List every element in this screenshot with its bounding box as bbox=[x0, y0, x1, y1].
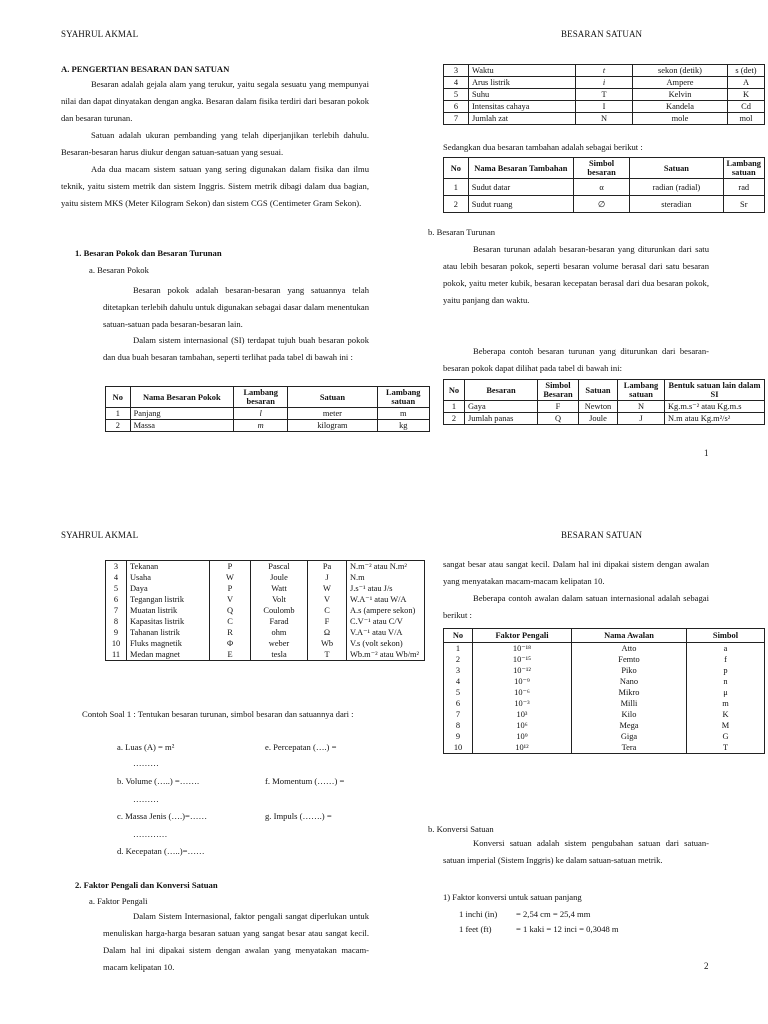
cell: 10⁻³ bbox=[473, 698, 572, 709]
cell: M bbox=[687, 720, 765, 731]
cell: Joule bbox=[251, 572, 308, 583]
cell: Femto bbox=[572, 654, 687, 665]
col-faktor: Faktor Pengali bbox=[473, 629, 572, 643]
cell: Mega bbox=[572, 720, 687, 731]
cell: α bbox=[573, 179, 629, 196]
cell: 7 bbox=[444, 709, 473, 720]
cell: m bbox=[687, 698, 765, 709]
cell: Tegangan listrik bbox=[127, 594, 210, 605]
cell: P bbox=[210, 583, 251, 594]
cell: K bbox=[687, 709, 765, 720]
cell: V.A⁻¹ atau V/A bbox=[347, 627, 425, 638]
cell: R bbox=[210, 627, 251, 638]
col-lambang-besaran: Lambang besaran bbox=[234, 387, 288, 408]
table-row bbox=[444, 179, 765, 196]
cell: P bbox=[210, 561, 251, 573]
cell: a bbox=[687, 643, 765, 655]
cell: A bbox=[728, 77, 765, 89]
table-header-row bbox=[444, 158, 765, 179]
cell: mol bbox=[728, 113, 765, 125]
cell: ohm bbox=[251, 627, 308, 638]
cell: Muatan listrik bbox=[127, 605, 210, 616]
tambahan-intro: Sedangkan dua besaran tambahan adalah sebagai berikut : bbox=[443, 142, 643, 152]
cell: 7 bbox=[444, 113, 469, 125]
table-row bbox=[106, 583, 425, 594]
cell: Panjang bbox=[130, 408, 233, 420]
paragraph-besaran: Besaran adalah gejala alam yang terukur, yaitu segala sesuatu yang mempunyai nilai dan dapat dinyatakan dengan angka. Besaran dalam fisika terdiri dari besaran pokok dan besaran turunan. bbox=[61, 79, 369, 123]
cell: Pa bbox=[308, 561, 347, 573]
contoh-a: a. Luas (A) = m² bbox=[117, 742, 175, 752]
cell: F bbox=[538, 401, 579, 413]
cell: rad bbox=[723, 179, 764, 196]
cell: K bbox=[728, 89, 765, 101]
col-simbol: Simbol bbox=[687, 629, 765, 643]
cell: mole bbox=[633, 113, 728, 125]
contoh-a-cont: ……… bbox=[133, 758, 159, 768]
cell: 10⁹ bbox=[473, 731, 572, 742]
cell: Intensitas cahaya bbox=[469, 101, 576, 113]
cell: Jumlah panas bbox=[465, 413, 538, 425]
cell: 10³ bbox=[473, 709, 572, 720]
cell: 1 bbox=[444, 401, 465, 413]
paragraph-faktor-pengali: Dalam Sistem Internasional, faktor pengali sangat diperlukan untuk menuliskan harga-harga besaran satuan yang sangat besar atau sangat kecil. Dalam hal ini dipakai sistem dengan awalan yang menyatakan macam-macam kelipatan 10. bbox=[103, 911, 369, 972]
cell: Kilo bbox=[572, 709, 687, 720]
contoh-g: g. Impuls (…….) = bbox=[265, 811, 332, 821]
cell: m bbox=[377, 408, 429, 420]
col-nama: Nama Besaran Tambahan bbox=[468, 158, 573, 179]
cell: 10 bbox=[106, 638, 127, 649]
col-simbol: Simbol Besaran bbox=[538, 380, 579, 401]
cell: Tekanan bbox=[127, 561, 210, 573]
konversi-inch-value: = 2,54 cm = 25,4 mm bbox=[516, 909, 591, 919]
cell: Atto bbox=[572, 643, 687, 655]
cell: 9 bbox=[444, 731, 473, 742]
table-row bbox=[106, 638, 425, 649]
subsection-2b-title: b. Konversi Satuan bbox=[428, 824, 494, 834]
col-nama: Nama Besaran Pokok bbox=[130, 387, 233, 408]
cell: 5 bbox=[444, 89, 469, 101]
cell: 3 bbox=[444, 665, 473, 676]
cell: steradian bbox=[630, 196, 723, 213]
col-lambang: Lambang satuan bbox=[618, 380, 665, 401]
cell: n bbox=[687, 676, 765, 687]
cell: Usaha bbox=[127, 572, 210, 583]
contoh-b: b. Volume (…..) =……. bbox=[117, 776, 200, 786]
table-row bbox=[444, 89, 765, 101]
cell: t bbox=[576, 65, 633, 77]
col-satuan: Satuan bbox=[288, 387, 377, 408]
cell: 8 bbox=[444, 720, 473, 731]
cell: T bbox=[576, 89, 633, 101]
cell: C bbox=[308, 605, 347, 616]
cell: 5 bbox=[106, 583, 127, 594]
contoh-c-cont: ………… bbox=[133, 829, 168, 839]
col-no: No bbox=[444, 158, 469, 179]
cell: C.V⁻¹ atau C/V bbox=[347, 616, 425, 627]
table-row bbox=[444, 742, 765, 754]
page-number: 2 bbox=[704, 961, 709, 971]
cell: C bbox=[210, 616, 251, 627]
cell: tesla bbox=[251, 649, 308, 661]
paragraph-contoh-turunan: Beberapa contoh besaran turunan yang diturunkan dari besaran-besaran pokok dapat dilihat pada tabel di bawah ini: bbox=[443, 346, 709, 373]
table-row bbox=[444, 665, 765, 676]
cell: Φ bbox=[210, 638, 251, 649]
cell: Medan magnet bbox=[127, 649, 210, 661]
cell: ∅ bbox=[573, 196, 629, 213]
cell: weber bbox=[251, 638, 308, 649]
contoh-f: f. Momentum (……) = bbox=[265, 776, 345, 786]
cell: Arus listrik bbox=[469, 77, 576, 89]
subsection-2-title: 2. Faktor Pengali dan Konversi Satuan bbox=[75, 880, 218, 890]
cell: 5 bbox=[444, 687, 473, 698]
table-row bbox=[444, 643, 765, 655]
cell: 10¹² bbox=[473, 742, 572, 754]
cell: N bbox=[618, 401, 665, 413]
cell: μ bbox=[687, 687, 765, 698]
cell: i bbox=[576, 77, 633, 89]
cell: kilogram bbox=[288, 420, 377, 432]
table-row bbox=[444, 720, 765, 731]
cell: 2 bbox=[444, 413, 465, 425]
table-row bbox=[444, 731, 765, 742]
konversi-feet-value: = 1 kaki = 12 inci = 0,3048 m bbox=[516, 924, 619, 934]
table-row bbox=[106, 594, 425, 605]
cell: Ω bbox=[308, 627, 347, 638]
table-row bbox=[106, 627, 425, 638]
table-row bbox=[106, 649, 425, 661]
cell: 11 bbox=[106, 649, 127, 661]
col-no: No bbox=[444, 629, 473, 643]
table-besaran-pokok-part1 bbox=[105, 386, 430, 432]
cell: I bbox=[576, 101, 633, 113]
col-no: No bbox=[106, 387, 131, 408]
cell: Q bbox=[210, 605, 251, 616]
table-row bbox=[444, 401, 765, 413]
table-row bbox=[444, 65, 765, 77]
cell: Massa bbox=[130, 420, 233, 432]
page-number: 1 bbox=[704, 448, 709, 458]
cell: J bbox=[618, 413, 665, 425]
cell: A.s (ampere sekon) bbox=[347, 605, 425, 616]
cell: f bbox=[687, 654, 765, 665]
cell: V bbox=[210, 594, 251, 605]
cell: Giga bbox=[572, 731, 687, 742]
table-row bbox=[444, 687, 765, 698]
cell: J.s⁻¹ atau J/s bbox=[347, 583, 425, 594]
col-besaran: Besaran bbox=[465, 380, 538, 401]
cell: 10 bbox=[444, 742, 473, 754]
table-row bbox=[444, 77, 765, 89]
col-nama-awalan: Nama Awalan bbox=[572, 629, 687, 643]
header-topic: BESARAN SATUAN bbox=[561, 29, 643, 39]
table-besaran-turunan-part1 bbox=[443, 379, 765, 425]
cell: Fluks magnetik bbox=[127, 638, 210, 649]
cell: 2 bbox=[444, 196, 469, 213]
cell: 10⁻⁹ bbox=[473, 676, 572, 687]
header-author: SYAHRUL AKMAL bbox=[61, 29, 139, 39]
cell: J bbox=[308, 572, 347, 583]
paragraph-contoh-awalan: Beberapa contoh awalan dalam satuan internasional adalah sebagai berikut : bbox=[443, 593, 709, 620]
cell: Coulomb bbox=[251, 605, 308, 616]
cell: radian (radial) bbox=[630, 179, 723, 196]
cell: sekon (detik) bbox=[633, 65, 728, 77]
col-bentuk-lain: Bentuk satuan lain dalam SI bbox=[665, 380, 765, 401]
table-header-row bbox=[444, 380, 765, 401]
cell: 10⁻¹⁸ bbox=[473, 643, 572, 655]
cell: Milli bbox=[572, 698, 687, 709]
cell: Jumlah zat bbox=[469, 113, 576, 125]
cell: Kg.m.s⁻² atau Kg.m.s bbox=[665, 401, 765, 413]
table-row bbox=[444, 196, 765, 213]
table-row bbox=[444, 698, 765, 709]
cell: 6 bbox=[444, 698, 473, 709]
cell: 4 bbox=[444, 676, 473, 687]
cell: Gaya bbox=[465, 401, 538, 413]
table-awalan bbox=[443, 628, 765, 754]
table-row bbox=[444, 413, 765, 425]
cell: Newton bbox=[579, 401, 618, 413]
header-topic: BESARAN SATUAN bbox=[561, 530, 643, 540]
cell: 6 bbox=[444, 101, 469, 113]
table-row bbox=[106, 605, 425, 616]
table-row bbox=[444, 101, 765, 113]
table-row bbox=[444, 709, 765, 720]
contoh-soal-intro: Contoh Soal 1 : Tentukan besaran turunan, simbol besaran dan satuannya dari : bbox=[82, 709, 354, 719]
cell: T bbox=[687, 742, 765, 754]
cell: m bbox=[234, 420, 288, 432]
section-a-title: A. PENGERTIAN BESARAN DAN SATUAN bbox=[61, 64, 230, 74]
cell: W bbox=[210, 572, 251, 583]
col-no: No bbox=[444, 380, 465, 401]
subsection-2a-title: a. Faktor Pengali bbox=[89, 896, 148, 906]
cell: 3 bbox=[106, 561, 127, 573]
table-row bbox=[106, 561, 425, 573]
paragraph-besaran-pokok: Besaran pokok adalah besaran-besaran yang satuannya telah ditetapkan terlebih dahulu untuk digunakan sebagai dasar dalam menentukan satuan-satuan pada besaran-besaran lain. bbox=[103, 285, 369, 329]
cell: Watt bbox=[251, 583, 308, 594]
table-besaran-turunan-part2 bbox=[105, 560, 425, 661]
cell: Nano bbox=[572, 676, 687, 687]
col-lambang-satuan: Lambang satuan bbox=[377, 387, 429, 408]
table-row bbox=[106, 420, 430, 432]
subsection-1a-title: a. Besaran Pokok bbox=[89, 265, 149, 275]
cell: 2 bbox=[106, 420, 131, 432]
cell: Q bbox=[538, 413, 579, 425]
subsection-1b-title: b. Besaran Turunan bbox=[428, 227, 496, 237]
cell: Joule bbox=[579, 413, 618, 425]
header-author: SYAHRUL AKMAL bbox=[61, 530, 139, 540]
cell: Kandela bbox=[633, 101, 728, 113]
cell: W bbox=[308, 583, 347, 594]
contoh-c: c. Massa Jenis (….)=…… bbox=[117, 811, 208, 821]
cell: Tera bbox=[572, 742, 687, 754]
cell: Kapasitas listrik bbox=[127, 616, 210, 627]
cell: Sudut ruang bbox=[468, 196, 573, 213]
konversi-feet-label: 1 feet (ft) bbox=[459, 924, 492, 934]
cell: 8 bbox=[106, 616, 127, 627]
cell: Sr bbox=[723, 196, 764, 213]
cell: N bbox=[576, 113, 633, 125]
paragraph-satuan: Satuan adalah ukuran pembanding yang telah diperjanjikan terlebih dahulu. Besaran-besaran harus diukur dengan satuan-satuan yang sesuai. bbox=[61, 130, 369, 157]
cell: 2 bbox=[444, 654, 473, 665]
cell: G bbox=[687, 731, 765, 742]
cell: 1 bbox=[106, 408, 131, 420]
cell: Suhu bbox=[469, 89, 576, 101]
cell: meter bbox=[288, 408, 377, 420]
cell: T bbox=[308, 649, 347, 661]
cell: V.s (volt sekon) bbox=[347, 638, 425, 649]
cell: N.m atau Kg.m²/s² bbox=[665, 413, 765, 425]
cell: s (det) bbox=[728, 65, 765, 77]
cell: 4 bbox=[444, 77, 469, 89]
table-row bbox=[106, 408, 430, 420]
col-simbol: Simbol besaran bbox=[573, 158, 629, 179]
cell: 10⁻¹² bbox=[473, 665, 572, 676]
konversi-panjang-title: 1) Faktor konversi untuk satuan panjang bbox=[443, 892, 582, 902]
table-row bbox=[444, 654, 765, 665]
contoh-e: e. Percepatan (….) = bbox=[265, 742, 337, 752]
paragraph-si: Dalam sistem internasional (SI) terdapat tujuh buah besaran pokok dan dua buah besaran tambahan, seperti terlihat pada tabel di bawah ini : bbox=[103, 335, 369, 362]
cell: kg bbox=[377, 420, 429, 432]
paragraph-konversi: Konversi satuan adalah sistem pengubahan satuan dari satuan-satuan imperial (Sistem Inggris) ke dalam satuan-satuan metrik. bbox=[443, 838, 709, 865]
paragraph-sistem: Ada dua macam sistem satuan yang sering digunakan dalam fisika dan ilmu teknik, yaitu sistem metrik dan sistem Inggris. Sistem metrik dibagi dalam dua bagian, yaitu sistem MKS (Meter Kilogram Sekon) dan sistem CGS (Centimeter Gram Sekon). bbox=[61, 164, 369, 208]
cell: p bbox=[687, 665, 765, 676]
cell: Wb.m⁻² atau Wb/m² bbox=[347, 649, 425, 661]
cell: 10⁻¹⁵ bbox=[473, 654, 572, 665]
cell: Daya bbox=[127, 583, 210, 594]
cell: E bbox=[210, 649, 251, 661]
cell: W.A⁻¹ atau W/A bbox=[347, 594, 425, 605]
cell: Cd bbox=[728, 101, 765, 113]
cell: 10⁶ bbox=[473, 720, 572, 731]
cell: Piko bbox=[572, 665, 687, 676]
table-row bbox=[106, 616, 425, 627]
table-header-row bbox=[106, 387, 430, 408]
table-besaran-tambahan bbox=[443, 157, 765, 213]
cell: 1 bbox=[444, 179, 469, 196]
cell: Kelvin bbox=[633, 89, 728, 101]
cell: Tahanan listrik bbox=[127, 627, 210, 638]
col-lambang-satuan: Lambang satuan bbox=[723, 158, 764, 179]
cell: Ampere bbox=[633, 77, 728, 89]
cell: 4 bbox=[106, 572, 127, 583]
cell: Pascal bbox=[251, 561, 308, 573]
paragraph-faktor-pengali-cont: sangat besar atau sangat kecil. Dalam hal ini dipakai sistem dengan awalan yang menyatakan macam-macam kelipatan 10. bbox=[443, 559, 709, 586]
cell: V bbox=[308, 594, 347, 605]
cell: l bbox=[234, 408, 288, 420]
cell: 10⁻⁶ bbox=[473, 687, 572, 698]
table-row bbox=[444, 113, 765, 125]
col-satuan: Satuan bbox=[630, 158, 723, 179]
cell: N.m⁻² atau N.m² bbox=[347, 561, 425, 573]
cell: 3 bbox=[444, 65, 469, 77]
cell: Waktu bbox=[469, 65, 576, 77]
cell: 6 bbox=[106, 594, 127, 605]
cell: 9 bbox=[106, 627, 127, 638]
contoh-b-cont: ……… bbox=[133, 794, 159, 804]
cell: Mikro bbox=[572, 687, 687, 698]
table-row bbox=[106, 572, 425, 583]
contoh-d: d. Kecepatan (…..)=…… bbox=[117, 846, 205, 856]
cell: Volt bbox=[251, 594, 308, 605]
konversi-inch-label: 1 inchi (in) bbox=[459, 909, 498, 919]
col-satuan: Satuan bbox=[579, 380, 618, 401]
cell: Farad bbox=[251, 616, 308, 627]
cell: Wb bbox=[308, 638, 347, 649]
cell: 1 bbox=[444, 643, 473, 655]
cell: N.m bbox=[347, 572, 425, 583]
table-header-row bbox=[444, 629, 765, 643]
cell: Sudut datar bbox=[468, 179, 573, 196]
subsection-1-title: 1. Besaran Pokok dan Besaran Turunan bbox=[75, 248, 222, 258]
cell: F bbox=[308, 616, 347, 627]
table-besaran-pokok-part2 bbox=[443, 64, 765, 125]
table-row bbox=[444, 676, 765, 687]
paragraph-besaran-turunan: Besaran turunan adalah besaran-besaran yang diturunkan dari satu atau lebih besaran pokok, seperti besaran volume berasal dari satu besaran pokok, yaitu meter kubik, besaran kecepatan berasal dari dua besaran pokok, yaitu panjang dan waktu. bbox=[443, 244, 709, 305]
cell: 7 bbox=[106, 605, 127, 616]
